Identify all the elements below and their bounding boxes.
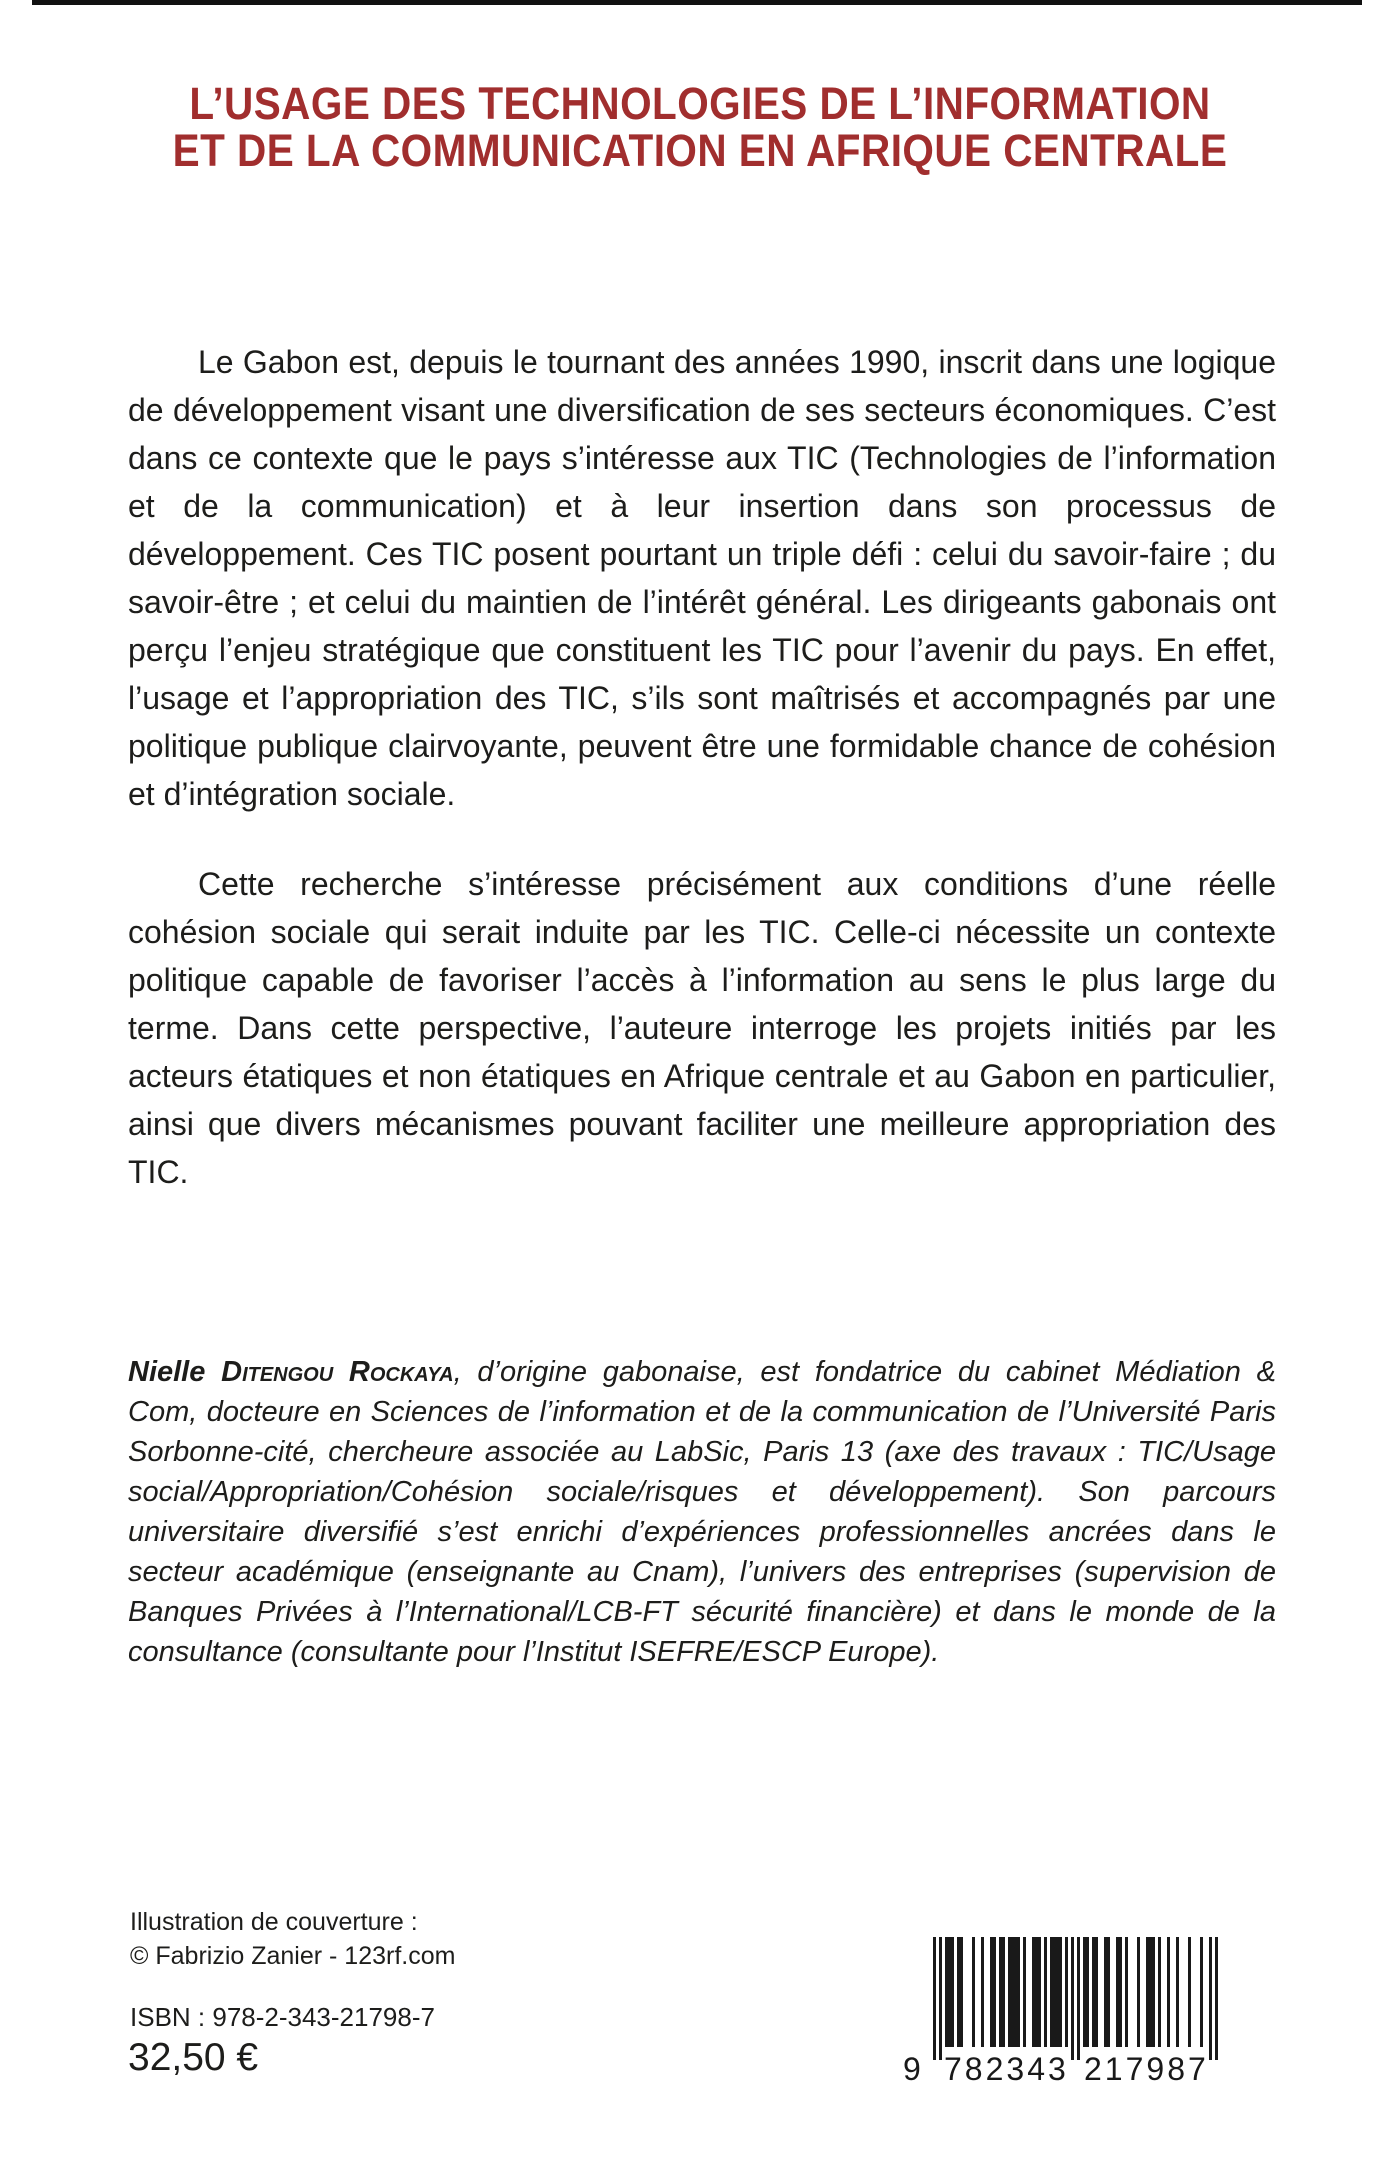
barcode-bar [1017,1937,1020,2047]
barcode-bars [933,1937,1218,2060]
barcode-bar [1158,1937,1161,2047]
synopsis [128,338,1276,1196]
barcode-bar [1167,1937,1170,2047]
barcode-bar [1071,1937,1074,2060]
barcode-bar [951,1937,954,2047]
barcode-bar [1002,1937,1005,2047]
barcode-bar [1176,1937,1179,2047]
author-name [128,1356,454,1388]
synopsis-paragraph-1: Le Gabon est, depuis le tournant des années 1990, inscrit dans une logique de développement visant une diversification de ses secteurs économiques. C’est dans ce contexte que le pays s’intéresse aux TIC (Technologies de l’information et de la communication) et à leur insertion dans son processus de développement. Ces TIC posent pourtant un triple défi : celui du savoir-faire ; du savoir-être ; et celui du maintien de l’intérêt général. Les dirigeants gabonais ont perçu l’enjeu stratégique que constituent les TIC pour l’avenir du pays. En effet, l’usage et l’appropriation des TIC, s’ils sont maîtrisés et accompagnés par une politique publique clairvoyante, peuvent être une formidable chance de cohésion et d’intégration sociale. [128,344,1276,812]
barcode-bar [1023,1937,1026,2047]
barcode-bar [939,1937,942,2060]
price: 32,50 € [128,2036,259,2079]
author-bio [128,1352,1276,1672]
book-title-line2: ET DE LA COMMUNICATION EN AFRIQUE CENTRALE [172,125,1228,176]
author-last-name: Ditengou Rockaya [221,1356,454,1388]
illustration-credit-line1: Illustration de couverture : [130,1908,418,1936]
barcode-digit-group1: 782343 [944,2051,1069,2087]
ean13-barcode [903,1937,1218,2087]
book-title [0,80,1400,174]
barcode-bar [1125,1937,1128,2047]
barcode-bar [1215,1937,1218,2060]
barcode-bar [1209,1937,1212,2060]
book-title-line1: L’USAGE DES TECHNOLOGIES DE L’INFORMATION [189,78,1211,129]
barcode-bar [1095,1937,1098,2047]
barcode-bar [1200,1937,1203,2047]
isbn: ISBN : 978-2-343-21798-7 [130,2002,435,2032]
author-bio-text: , d’origine gabonaise, est fondatrice du cabinet Médiation & Com, docteure en Sciences de l’information et de la communication de l’Université Paris Sorbonne-cité, chercheure associée au LabSic, Paris 13 (axe des travaux : TIC/Usage social/Appropriation/Cohésion sociale/risques et développement). Son parcours universitaire diversifié s’est enrichi d’expériences professionnelles ancrées dans le secteur académique (enseignante au Cnam), l’univers des entreprises (supervision de Banques Privées à l’International/LCB-FT sécurité financière) et dans le monde de la consultance (consultante pour l’Institut ISEFRE/ESCP Europe). [128,1356,1276,1668]
barcode-digit-group2: 217987 [1084,2051,1209,2087]
barcode-bar [972,1937,975,2047]
barcode-bar [1044,1937,1047,2047]
barcode-bar [981,1937,984,2047]
illustration-credit [130,1905,455,1973]
barcode-bar [1119,1937,1122,2047]
author-first-name: Nielle [128,1356,206,1388]
scan-top-edge [32,0,1362,5]
barcode-bar [1107,1937,1110,2047]
barcode-bar [1188,1937,1191,2047]
synopsis-paragraph-2: Cette recherche s’intéresse précisément aux conditions d’une réelle cohésion sociale qui serait induite par les TIC. Celle-ci nécessite un contexte politique capable de favoriser l’accès à l’information au sens le plus large du terme. Dans cette perspective, l’auteure interroge les projets initiés par les acteurs étatiques et non étatiques en Afrique centrale et au Gabon en particulier, ainsi que divers mécanismes pouvant faciliter une meilleure appropriation des TIC. [128,866,1276,1190]
barcode-bar [1086,1937,1089,2047]
barcode-bar [1152,1937,1155,2047]
barcode-bar [960,1937,963,2047]
barcode-bar [1137,1937,1140,2047]
author-bio-paragraph [128,1352,1276,1672]
barcode-bar [1059,1937,1062,2047]
barcode-bar [1038,1937,1041,2047]
barcode-digit-lead: 9 [903,2051,921,2087]
barcode-bar [993,1937,996,2047]
barcode-bar [933,1937,936,2060]
barcode-bar [1077,1937,1080,2060]
illustration-credit-line2: © Fabrizio Zanier - 123rf.com [130,1942,456,1970]
barcode-bar [1065,1937,1068,2047]
